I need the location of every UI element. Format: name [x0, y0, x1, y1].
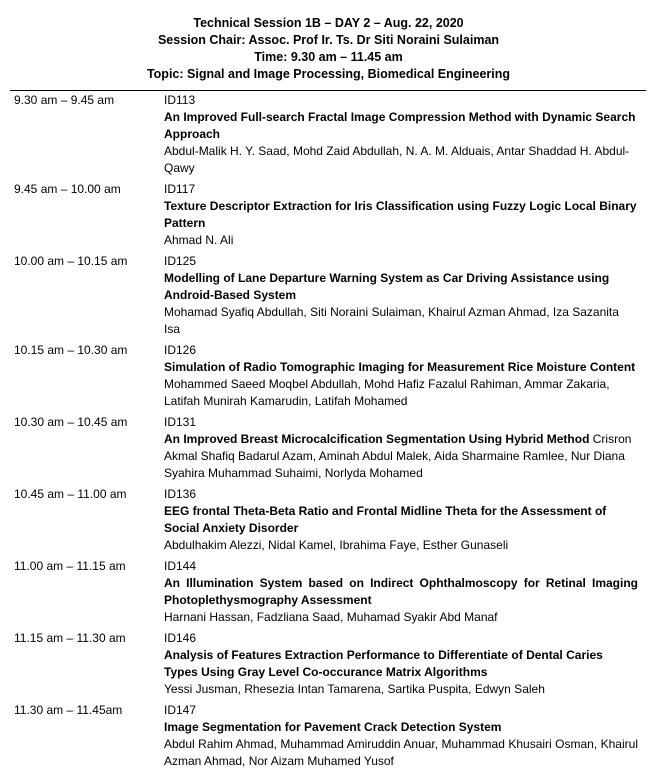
session-row-content	[164, 253, 638, 338]
paper-authors: Mohammed Saeed Moqbel Abdullah, Mohd Hafiz Fazalul Rahiman, Ammar Zakaria, Latifah Munirah Kamarudin, Latifah Mohamed	[164, 377, 610, 408]
paper-title-authors	[164, 431, 638, 482]
paper-authors: Mohamad Syafiq Abdullah, Siti Noraini Sulaiman, Khairul Azman Ahmad, Iza Sazanita Isa	[164, 305, 619, 336]
session-row-content	[164, 630, 638, 698]
session-row-content	[164, 486, 638, 554]
paper-authors: Ahmad N. Ali	[164, 233, 234, 247]
paper-id: ID113	[164, 93, 196, 107]
session-header	[0, 0, 657, 83]
session-row-time: 11.30 am – 11.45am	[14, 703, 123, 717]
session-row	[0, 630, 657, 698]
session-row	[0, 486, 657, 554]
paper-authors: Crisron Akmal Shafiq Badarul Azam, Aminah Abdul Malek, Aida Sharmaine Ramlee, Nur Diana Syahira Muhammad Suhaimi, Norlyda Mohamed	[164, 432, 632, 480]
session-row-time: 9.30 am – 9.45 am	[14, 93, 115, 107]
session-row-time: 9.45 am – 10.00 am	[14, 182, 121, 196]
paper-id: ID146	[164, 631, 197, 645]
paper-title: Modelling of Lane Departure Warning System as Car Driving Assistance using Android-Based System	[164, 271, 610, 302]
session-row	[0, 181, 657, 249]
paper-id: ID117	[164, 182, 196, 196]
paper-title: An Improved Breast Microcalcification Segmentation Using Hybrid Method	[164, 432, 590, 446]
paper-title: Image Segmentation for Pavement Crack Detection System	[164, 720, 502, 734]
paper-title: EEG frontal Theta-Beta Ratio and Frontal Midline Theta for the Assessment of Social Anxiety Disorder	[164, 504, 607, 535]
session-row-time: 11.00 am – 11.15 am	[14, 559, 126, 573]
paper-authors: Yessi Jusman, Rhesezia Intan Tamarena, Sartika Puspita, Edwyn Saleh	[164, 682, 545, 696]
paper-authors: Abdul Rahim Ahmad, Muhammad Amiruddin Anuar, Muhammad Khusairi Osman, Khairul Azman Ahmad, Nor Aizam Muhamed Yusof	[164, 737, 638, 768]
session-row	[0, 414, 657, 482]
session-row	[0, 92, 657, 177]
session-row-time: 10.45 am – 11.00 am	[14, 487, 127, 501]
session-row-time: 10.00 am – 10.15 am	[14, 254, 128, 268]
session-row	[0, 253, 657, 338]
paper-id: ID144	[164, 559, 197, 573]
session-time: Time: 9.30 am – 11.45 am	[254, 50, 403, 64]
session-row	[0, 342, 657, 410]
session-row-content	[164, 92, 638, 177]
paper-title: Simulation of Radio Tomographic Imaging for Measurement Rice Moisture Content	[164, 360, 636, 374]
session-row-content	[164, 558, 638, 626]
session-title: Technical Session 1B – DAY 2 – Aug. 22, 2020	[193, 16, 464, 30]
paper-id: ID131	[164, 415, 197, 429]
session-row-time: 10.15 am – 10.30 am	[14, 343, 128, 357]
session-list	[0, 92, 657, 774]
session-row-content	[164, 414, 638, 482]
session-topic: Topic: Signal and Image Processing, Biomedical Engineering	[146, 67, 511, 81]
session-row	[0, 558, 657, 626]
header-divider	[10, 90, 646, 91]
paper-title: Texture Descriptor Extraction for Iris Classification using Fuzzy Logic Local Binary Pattern	[164, 199, 637, 230]
paper-title: An Improved Full-search Fractal Image Compression Method with Dynamic Search Approach	[164, 110, 636, 141]
paper-id: ID126	[164, 343, 197, 357]
paper-title: An Illumination System based on Indirect Ophthalmoscopy for Retinal Imaging Photoplethysmography Assessment	[164, 576, 638, 607]
paper-authors: Abdulhakim Alezzi, Nidal Kamel, Ibrahima Faye, Esther Gunaseli	[164, 538, 509, 552]
paper-authors: Abdul-Malik H. Y. Saad, Mohd Zaid Abdullah, N. A. M. Alduais, Antar Shaddad H. Abdul-Qawy	[164, 144, 630, 175]
paper-id: ID125	[164, 254, 197, 268]
session-row-content	[164, 181, 638, 249]
paper-id: ID136	[164, 487, 197, 501]
session-row	[0, 702, 657, 770]
paper-id: ID147	[164, 703, 197, 717]
session-row-content	[164, 702, 638, 770]
paper-authors: Harnani Hassan, Fadzliana Saad, Muhamad Syakir Abd Manaf	[164, 610, 498, 624]
session-row-time: 11.15 am – 11.30 am	[14, 631, 126, 645]
session-chair: Session Chair: Assoc. Prof Ir. Ts. Dr Siti Noraini Sulaiman	[157, 33, 500, 47]
session-row-time: 10.30 am – 10.45 am	[14, 415, 128, 429]
session-row-content	[164, 342, 638, 410]
paper-title: Analysis of Features Extraction Performance to Differentiate of Dental Caries Types Using Gray Level Co-occurance Matrix Algorithms	[164, 648, 603, 679]
